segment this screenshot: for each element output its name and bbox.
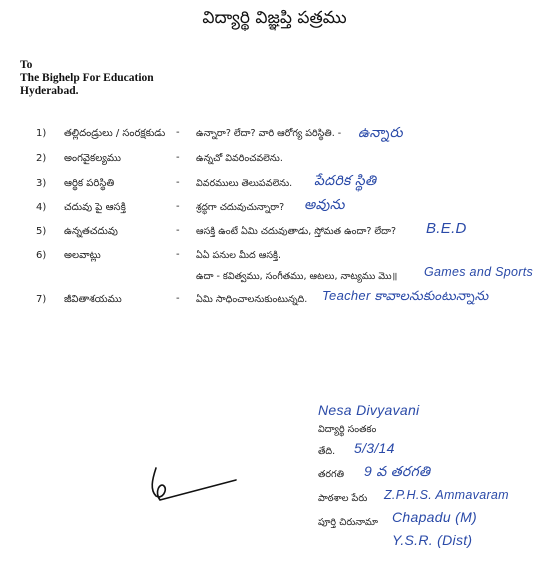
row-question: ఉదా - కవిత్వము, సంగీతము, ఆటలు, నాట్యము మొ॥ bbox=[196, 271, 398, 282]
row-dash: - bbox=[176, 225, 180, 236]
address-label: పూర్తి చిరునామా bbox=[318, 517, 378, 528]
row-question: ఉన్నచో వివరించవలెను. bbox=[196, 153, 283, 164]
class-label: తరగతి bbox=[318, 469, 344, 480]
signature-scribble bbox=[146, 462, 242, 508]
date-label: తేది. bbox=[318, 446, 336, 457]
row-dash: - bbox=[176, 201, 180, 212]
row-label: తల్లిదండ్రులు / సంరక్షకుడు bbox=[64, 128, 166, 139]
row-question: ఉన్నారా? లేదా? వారి ఆరోగ్య పరిస్థితి. - bbox=[196, 128, 342, 139]
student-signature-label: విద్యార్థి సంతకం bbox=[318, 424, 377, 435]
row-label: ఉన్నతచదువు bbox=[64, 226, 118, 237]
row-question: శ్రద్ధగా చదువుచున్నారా? bbox=[196, 202, 285, 213]
school-value: Z.P.H.S. Ammavaram bbox=[384, 488, 509, 502]
class-value: 9 వ తరగతి bbox=[364, 463, 431, 479]
row-question: ఏమి సాధించాలనుకుంటున్నది. bbox=[196, 294, 308, 305]
row-question: ఆసక్తి ఉంటే ఏమి చదువుతాడు, స్తోమత ఉందా? లేదా? bbox=[196, 226, 397, 237]
row-answer: B.E.D bbox=[426, 220, 467, 237]
student-name: Nesa Divyavani bbox=[318, 402, 420, 418]
row-label: జీవితాశయము bbox=[64, 294, 122, 305]
address-city: Hyderabad. bbox=[20, 85, 79, 97]
row-question: ఏఏ పనుల మీద ఆసక్తి. bbox=[196, 250, 282, 261]
row-number: 7) bbox=[36, 294, 47, 305]
row-question: వివరములు తెలుపవలెను. bbox=[196, 178, 293, 189]
row-answer: పేదరిక స్థితి bbox=[314, 172, 377, 188]
row-number: 6) bbox=[36, 250, 47, 261]
row-label: అలవాట్లు bbox=[64, 250, 101, 261]
address-line-2: Y.S.R. (Dist) bbox=[392, 532, 473, 548]
address-org: The Bighelp For Education bbox=[20, 72, 154, 84]
date-value: 5/3/14 bbox=[354, 440, 395, 456]
row-label: ఆర్థిక పరిస్థితి bbox=[64, 178, 115, 189]
page-title: విద్యార్థి విజ్ఞప్తి పత్రము bbox=[202, 8, 347, 28]
row-answer: Games and Sports bbox=[424, 265, 534, 279]
row-number: 5) bbox=[36, 226, 47, 237]
row-number: 3) bbox=[36, 178, 47, 189]
row-dash: - bbox=[176, 249, 180, 260]
row-answer: అవును bbox=[304, 196, 345, 212]
row-dash: - bbox=[176, 152, 180, 163]
row-dash: - bbox=[176, 127, 180, 138]
row-label: చదువు పై ఆసక్తి bbox=[64, 202, 126, 213]
row-answer: ఉన్నారు bbox=[358, 124, 403, 140]
row-label: అంగవైకల్యము bbox=[64, 153, 121, 164]
row-number: 4) bbox=[36, 202, 47, 213]
row-number: 1) bbox=[36, 128, 47, 139]
row-dash: - bbox=[176, 177, 180, 188]
address-to: To bbox=[20, 59, 33, 71]
address-line-1: Chapadu (M) bbox=[392, 509, 478, 525]
row-number: 2) bbox=[36, 153, 47, 164]
row-dash: - bbox=[176, 293, 180, 304]
school-label: పాఠశాల పేరు bbox=[318, 493, 368, 504]
row-answer: Teacher కావాలనుకుంటున్నాను bbox=[322, 288, 489, 303]
